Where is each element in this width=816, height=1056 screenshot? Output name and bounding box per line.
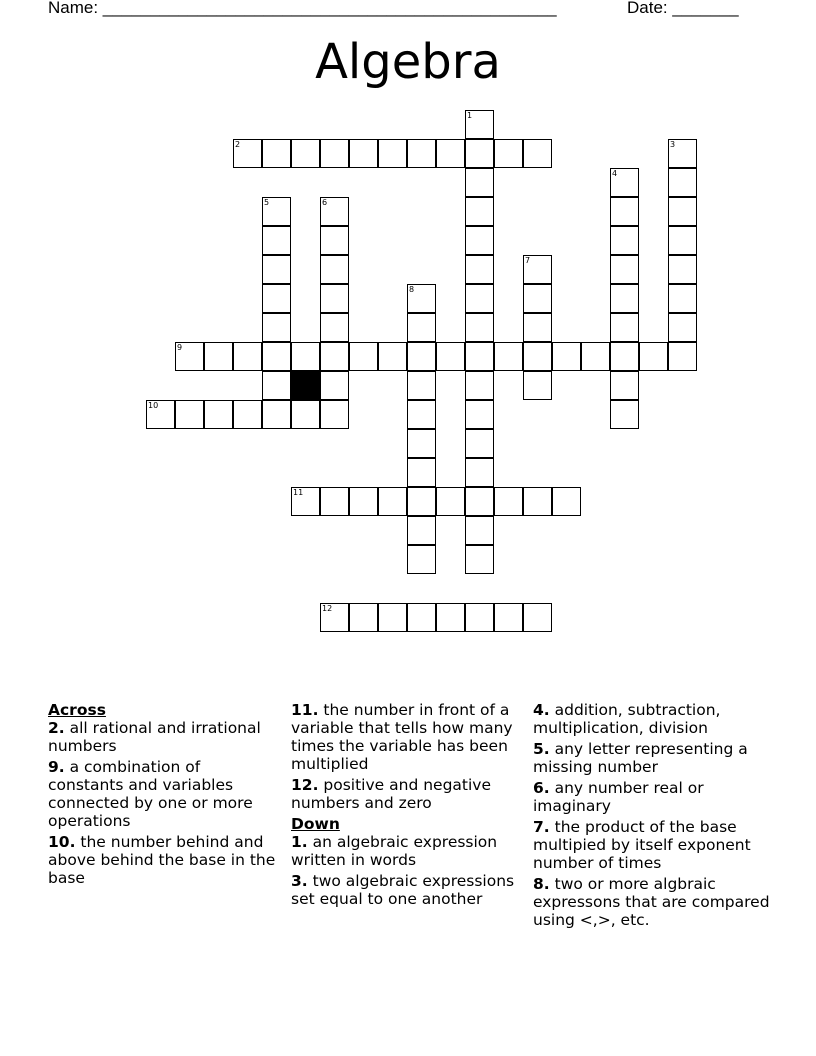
grid-cell[interactable] <box>610 197 639 226</box>
grid-cell[interactable] <box>668 168 697 197</box>
clue-text: any letter representing a missing number <box>533 740 748 776</box>
puzzle-title: Algebra <box>315 34 501 90</box>
grid-cell[interactable] <box>523 603 552 632</box>
grid-cell[interactable] <box>233 400 262 429</box>
grid-cell[interactable] <box>552 487 581 516</box>
clue-number-label: 5 <box>264 198 270 207</box>
clue-number-label: 4 <box>612 169 618 178</box>
clues-column-2 <box>291 701 527 911</box>
down-heading: Down <box>291 815 340 833</box>
clue-across-11 <box>291 701 527 773</box>
clue-across-2 <box>48 719 280 755</box>
grid-cell[interactable] <box>436 139 465 168</box>
grid-cell[interactable] <box>610 371 639 400</box>
grid-cell[interactable] <box>668 313 697 342</box>
grid-cell[interactable] <box>378 603 407 632</box>
clue-down-7 <box>533 818 773 872</box>
grid-cell[interactable] <box>320 197 349 226</box>
clue-number-label: 1 <box>467 111 473 120</box>
clue-text: addition, subtraction, multiplication, division <box>533 701 721 737</box>
grid-cell[interactable] <box>262 371 291 400</box>
grid-cell[interactable] <box>465 255 494 284</box>
grid-cell[interactable] <box>465 284 494 313</box>
clue-down-4 <box>533 701 773 737</box>
clue-number: 1. <box>291 833 308 851</box>
grid-cell[interactable] <box>146 400 175 429</box>
grid-cell[interactable] <box>407 429 436 458</box>
grid-cell[interactable] <box>349 603 378 632</box>
grid-cell[interactable] <box>465 371 494 400</box>
grid-cell[interactable] <box>378 139 407 168</box>
grid-cell[interactable] <box>320 342 349 371</box>
clue-text: two algebraic expressions set equal to one another <box>291 872 515 908</box>
grid-cell[interactable] <box>407 545 436 574</box>
grid-cell[interactable] <box>523 255 552 284</box>
grid-cell[interactable] <box>668 342 697 371</box>
grid-cell[interactable] <box>320 139 349 168</box>
grid-cell[interactable] <box>436 342 465 371</box>
across-heading: Across <box>48 701 106 719</box>
grid-cell[interactable] <box>610 226 639 255</box>
clue-number: 5. <box>533 740 550 758</box>
grid-cell[interactable] <box>262 284 291 313</box>
grid-cell[interactable] <box>407 516 436 545</box>
grid-cell[interactable] <box>465 342 494 371</box>
clue-text: the product of the base multipied by itself exponent number of times <box>533 818 751 872</box>
clue-down-1 <box>291 833 527 869</box>
grid-cell[interactable] <box>378 487 407 516</box>
clue-text: the number in front of a variable that tells how many times the variable has been multiplied <box>291 701 513 773</box>
grid-cell[interactable] <box>523 371 552 400</box>
grid-cell[interactable] <box>523 487 552 516</box>
grid-cell[interactable] <box>262 342 291 371</box>
clue-number-label: 12 <box>322 604 333 613</box>
name-field[interactable]: Name: ________________________________________________ <box>48 0 557 17</box>
clue-across-9 <box>48 758 280 830</box>
grid-cell[interactable] <box>436 487 465 516</box>
grid-cell[interactable] <box>320 371 349 400</box>
grid-cell[interactable] <box>465 487 494 516</box>
grid-cell[interactable] <box>610 168 639 197</box>
grid-cell[interactable] <box>494 139 523 168</box>
grid-cell[interactable] <box>262 255 291 284</box>
clue-number-label: 10 <box>148 401 159 410</box>
clue-number: 8. <box>533 875 550 893</box>
clue-text: a combination of constants and variables connected by one or more operations <box>48 758 253 830</box>
clue-text: the number behind and above behind the base in the base <box>48 833 276 887</box>
grid-cell[interactable] <box>436 603 465 632</box>
clue-number-label: 9 <box>177 343 183 352</box>
clue-down-5 <box>533 740 773 776</box>
grid-cell[interactable] <box>407 371 436 400</box>
date-field[interactable]: Date: _______ <box>627 0 739 17</box>
grid-cell[interactable] <box>175 400 204 429</box>
grid-cell[interactable] <box>291 400 320 429</box>
clue-number: 11. <box>291 701 319 719</box>
grid-cell[interactable] <box>291 139 320 168</box>
blocked-cell <box>291 371 320 400</box>
grid-cell[interactable] <box>407 313 436 342</box>
clue-number: 4. <box>533 701 550 719</box>
grid-cell[interactable] <box>465 226 494 255</box>
grid-cell[interactable] <box>407 487 436 516</box>
clue-number: 9. <box>48 758 65 776</box>
grid-cell[interactable] <box>668 226 697 255</box>
grid-cell[interactable] <box>407 458 436 487</box>
grid-cell[interactable] <box>320 226 349 255</box>
grid-cell[interactable] <box>610 313 639 342</box>
grid-cell[interactable] <box>465 429 494 458</box>
grid-cell[interactable] <box>378 342 407 371</box>
grid-cell[interactable] <box>204 400 233 429</box>
grid-cell[interactable] <box>349 342 378 371</box>
grid-cell[interactable] <box>407 342 436 371</box>
clue-number-label: 6 <box>322 198 328 207</box>
grid-cell[interactable] <box>320 487 349 516</box>
grid-cell[interactable] <box>407 603 436 632</box>
grid-cell[interactable] <box>581 342 610 371</box>
clue-number: 12. <box>291 776 319 794</box>
clue-text: positive and negative numbers and zero <box>291 776 491 812</box>
grid-cell[interactable] <box>668 139 697 168</box>
clues-column-1 <box>48 701 280 890</box>
grid-cell[interactable] <box>523 284 552 313</box>
grid-cell[interactable] <box>465 603 494 632</box>
grid-cell[interactable] <box>494 342 523 371</box>
grid-cell[interactable] <box>610 400 639 429</box>
clue-text: an algebraic expression written in words <box>291 833 498 869</box>
clue-number-label: 2 <box>235 140 241 149</box>
clue-text: any number real or imaginary <box>533 779 704 815</box>
grid-cell[interactable] <box>668 255 697 284</box>
grid-cell[interactable] <box>262 400 291 429</box>
clue-number-label: 8 <box>409 285 415 294</box>
clue-down-8 <box>533 875 773 929</box>
grid-cell[interactable] <box>465 545 494 574</box>
grid-cell[interactable] <box>407 139 436 168</box>
clue-text: all rational and irrational numbers <box>48 719 261 755</box>
grid-cell[interactable] <box>407 284 436 313</box>
grid-cell[interactable] <box>465 313 494 342</box>
grid-cell[interactable] <box>320 313 349 342</box>
grid-cell[interactable] <box>494 603 523 632</box>
grid-cell[interactable] <box>523 313 552 342</box>
grid-cell[interactable] <box>465 139 494 168</box>
grid-cell[interactable] <box>262 197 291 226</box>
grid-cell[interactable] <box>262 139 291 168</box>
grid-cell[interactable] <box>233 139 262 168</box>
clue-across-10 <box>48 833 280 887</box>
grid-cell[interactable] <box>465 168 494 197</box>
grid-cell[interactable] <box>262 313 291 342</box>
grid-cell[interactable] <box>320 284 349 313</box>
clues-column-3 <box>533 701 773 932</box>
grid-cell[interactable] <box>552 342 581 371</box>
clue-number: 3. <box>291 872 308 890</box>
grid-cell[interactable] <box>523 342 552 371</box>
grid-cell[interactable] <box>610 255 639 284</box>
grid-cell[interactable] <box>320 603 349 632</box>
grid-cell[interactable] <box>465 400 494 429</box>
clue-number: 7. <box>533 818 550 836</box>
grid-cell[interactable] <box>465 110 494 139</box>
grid-cell[interactable] <box>291 342 320 371</box>
grid-cell[interactable] <box>465 516 494 545</box>
grid-cell[interactable] <box>610 284 639 313</box>
grid-cell[interactable] <box>349 487 378 516</box>
clue-down-3 <box>291 872 527 908</box>
grid-cell[interactable] <box>668 284 697 313</box>
grid-cell[interactable] <box>465 197 494 226</box>
clue-down-6 <box>533 779 773 815</box>
grid-cell[interactable] <box>668 197 697 226</box>
grid-cell[interactable] <box>233 342 262 371</box>
clue-number: 2. <box>48 719 65 737</box>
clue-number-label: 3 <box>670 140 676 149</box>
clue-across-12 <box>291 776 527 812</box>
grid-cell[interactable] <box>349 139 378 168</box>
grid-cell[interactable] <box>494 487 523 516</box>
grid-cell[interactable] <box>465 458 494 487</box>
grid-cell[interactable] <box>639 342 668 371</box>
clue-number-label: 7 <box>525 256 531 265</box>
grid-cell[interactable] <box>610 342 639 371</box>
grid-cell[interactable] <box>407 400 436 429</box>
grid-cell[interactable] <box>262 226 291 255</box>
grid-cell[interactable] <box>523 139 552 168</box>
grid-cell[interactable] <box>204 342 233 371</box>
grid-cell[interactable] <box>291 487 320 516</box>
grid-cell[interactable] <box>320 400 349 429</box>
clue-number: 10. <box>48 833 76 851</box>
grid-cell[interactable] <box>320 255 349 284</box>
clue-number-label: 11 <box>293 488 304 497</box>
clue-number: 6. <box>533 779 550 797</box>
clue-text: two or more algbraic expressons that are compared using <,>, etc. <box>533 875 770 929</box>
grid-cell[interactable] <box>175 342 204 371</box>
